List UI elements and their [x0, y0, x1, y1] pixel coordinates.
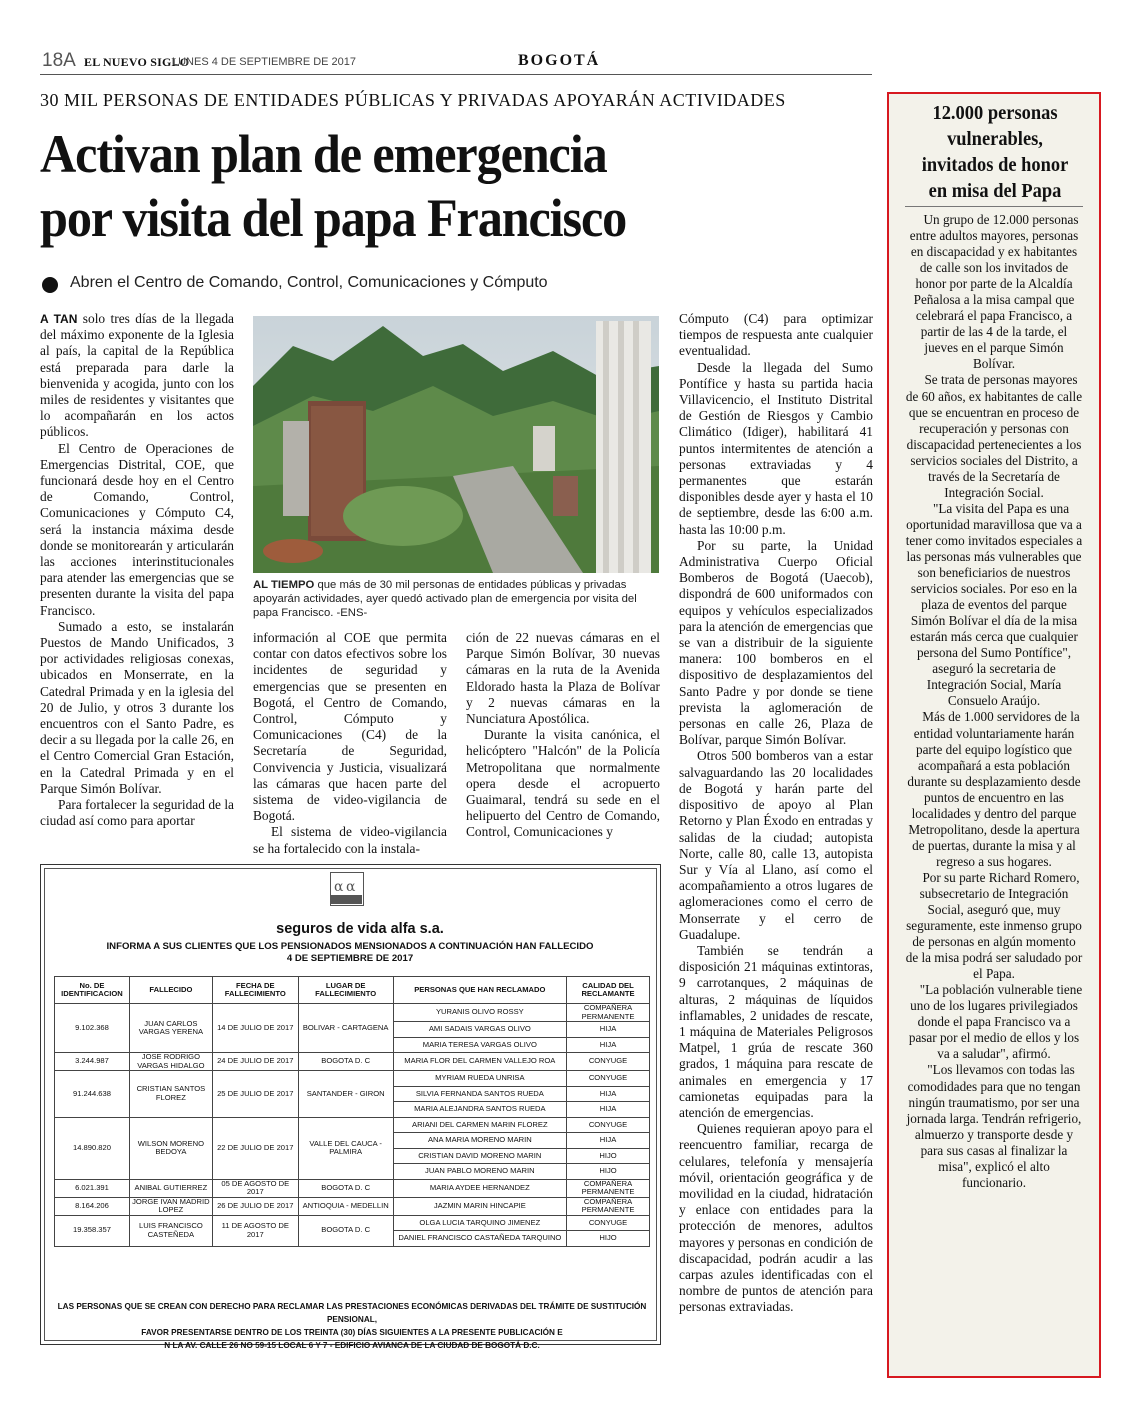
table-row	[55, 1215, 650, 1231]
svg-text:α: α	[334, 879, 344, 895]
table-header-row	[55, 977, 650, 1004]
article-column-3	[466, 630, 660, 841]
article-paragraph: Para fortalecer la seguridad de la ciudad así como para aportar	[40, 797, 234, 829]
relationship-cell: HIJO	[567, 1164, 650, 1180]
table-header-cell: FALLECIDO	[129, 977, 212, 1004]
date-cell: 25 DE JULIO DE 2017	[212, 1071, 298, 1118]
id-cell: 6.021.391	[55, 1179, 130, 1197]
article-kicker: 30 MIL PERSONAS DE ENTIDADES PÚBLICAS Y PRIVADAS APOYARÁN ACTIVIDADES	[40, 90, 786, 110]
sidebar-divider	[905, 206, 1083, 207]
claimant-cell: AMI SADAIS VARGAS OLIVO	[393, 1022, 566, 1038]
relationship-cell: HIJA	[567, 1133, 650, 1149]
article-paragraph: información al COE que permita contar con datos efectivos sobre los incidentes de seguridad y emergencias que se presenten en Bogotá, el Centro de Comando, Control, Cómputo y Comunicaciones (C4) de la Secretaría de Seguridad, Convivencia y Justicia, visualizará las cámaras que hacen parte del sistema de video-vigilancia de Bogotá.	[253, 630, 447, 824]
ad-notice-line: INFORMA A SUS CLIENTES QUE LOS PENSIONADOS MENSIONADOS A CONTINUACIÓN HAN FALLECIDO	[106, 941, 594, 952]
relationship-cell: HIJA	[567, 1086, 650, 1102]
relationship-cell: CONYUGE	[567, 1053, 650, 1071]
table-row	[55, 1179, 650, 1197]
ad-notice-date: 4 DE SEPTIEMBRE DE 2017	[286, 953, 414, 964]
article-paragraph: También se tendrán a disposición 21 máquinas extintoras, 9 carrotanques, 2 máquinas de alturas, 2 máquinas de líquidos inflamables, 2 unidades de rescate, 1 máquina de Materiales Peligrosos Matpel, 1 grúa de rescate 360 grados, 1 máquina para rescate de animales en emergencia y 17 camionetas equipadas para la atención de emergencias.	[679, 942, 873, 1120]
id-cell: 91.244.638	[55, 1071, 130, 1118]
claimant-cell: MARIA TERESA VARGAS OLIVO	[393, 1037, 566, 1053]
relationship-cell: HIJA	[567, 1037, 650, 1053]
page-number: 18A	[42, 50, 76, 71]
sidebar-body	[905, 212, 1083, 1191]
place-cell: BOGOTA D. C	[298, 1053, 393, 1071]
relationship-cell: HIJO	[567, 1148, 650, 1164]
deceased-cell: JORGE IVAN MADRID LOPEZ	[129, 1197, 212, 1215]
article-paragraph: ción de 22 nuevas cámaras en el Parque Simón Bolívar, 30 nuevas cámaras en la ruta de la Avenida Eldorado hasta la Plaza de Bolívar y 2 nuevas cámaras en la Nunciatura Apostólica.	[466, 630, 660, 727]
article-paragraph: Durante la visita canónica, el helicóptero "Halcón" de la Policía Metropolitana que normalmente opera desde el acropuerto Guaimaral, tendrá su sede en el helipuerto del Centro de Comando, Control, Comunicaciones y	[466, 727, 660, 840]
article-paragraph: Quienes requieran apoyo para el reencuentro familiar, recarga de celulares, telefonía y mensajería móvil, orientación geográfica y de movilidad en la ciudad, hidratación y enlace con entidades para la protección de menores, adultos mayores y personas en condición de discapacidad, podrán acudir a las carpas azules identificadas con el nombre de puntos de atención para personas extraviadas.	[679, 1121, 873, 1315]
claimant-cell: ARIANI DEL CARMEN MARIN FLOREZ	[393, 1117, 566, 1133]
ad-company-name: seguros de vida alfa s.a.	[276, 921, 444, 937]
deceased-cell: JOSE RODRIGO VARGAS HIDALGO	[129, 1053, 212, 1071]
article-paragraph: Cómputo (C4) para optimizar tiempos de respuesta ante cualquier eventualidad.	[679, 311, 873, 359]
alfa-logo-icon	[330, 872, 364, 906]
relationship-cell: HIJO	[567, 1231, 650, 1247]
deceased-pensioners-table	[54, 976, 650, 1247]
claimant-cell: YURANIS OLIVO ROSSY	[393, 1004, 566, 1022]
table-row	[55, 1071, 650, 1087]
photo-caption: AL TIEMPO que más de 30 mil personas de entidades públicas y privadas apoyarán actividades, ayer quedó activado plan de emergencia por visita del papa Francisco. -ENS-	[253, 579, 637, 619]
relationship-cell: CONYUGE	[567, 1215, 650, 1231]
sidebar-paragraph: Se trata de personas mayores de 60 años, ex habitantes de calle que se encuentran en proceso de recuperación y personas con discapacidad pertenecientes a los servicios sociales del Distrito, a través de la Secretaría de Integración Social.	[905, 372, 1083, 500]
headline-line-1: Activan plan de emergencia	[40, 124, 607, 184]
claimant-cell: JUAN PABLO MORENO MARIN	[393, 1164, 566, 1180]
svg-text:α: α	[346, 879, 356, 895]
table-row	[55, 1053, 650, 1071]
table-row	[55, 1117, 650, 1133]
claimant-cell: MARIA AYDEE HERNANDEZ	[393, 1179, 566, 1197]
id-cell: 8.164.206	[55, 1197, 130, 1215]
sidebar-paragraph: "Los llevamos con todas las comodidades para que no tengan ningún traumatismo, por ser una jornada larga. Tendrán refrigerio, almuerzo y transporte desde y para sus casas al finalizar la misa", explicó el alto funcionario.	[906, 1062, 1082, 1190]
section-name: BOGOTÁ	[518, 52, 601, 69]
headline-line-2: por visita del papa Francisco	[40, 188, 627, 248]
article-paragraph: El sistema de video-vigilancia se ha fortalecido con la instala-	[253, 824, 447, 856]
table-body	[55, 1004, 650, 1247]
claimant-cell: MYRIAM RUEDA UNRISA	[393, 1071, 566, 1087]
article-subhead: Abren el Centro de Comando, Control, Comunicaciones y Cómputo	[70, 274, 548, 291]
article-column-1	[40, 311, 234, 830]
place-cell: VALLE DEL CAUCA - PALMIRA	[298, 1117, 393, 1179]
date-cell: 24 DE JULIO DE 2017	[212, 1053, 298, 1071]
claimant-cell: ANA MARIA MORENO MARIN	[393, 1133, 566, 1149]
ad-footer-notice	[52, 1300, 652, 1352]
date-cell: 22 DE JULIO DE 2017	[212, 1117, 298, 1179]
lead-in: A TAN	[40, 312, 78, 326]
article-paragraph: Otros 500 bomberos van a estar salvaguardando las 20 localidades de Bogotá y harán parte del dispositivo de apoyo al Plan Retorno y Plan Éxodo en entradas y salidas de la ciudad; autopista Norte, calle 80, calle 13, autopista Sur y Vía al Llano, así como el acompañamiento a otros lugares de aglomeraciones como el cerro de Monserrate y el cerro de Guadalupe.	[679, 748, 873, 942]
claimant-cell: MARIA ALEJANDRA SANTOS RUEDA	[393, 1102, 566, 1118]
deceased-cell: WILSON MORENO BEDOYA	[129, 1117, 212, 1179]
sidebar-paragraph: "La población vulnerable tiene uno de los lugares privilegiados donde el papa Francisco va a pasar por el medio de ellos y los va a saludar", afirmó.	[908, 982, 1083, 1062]
deceased-cell: LUIS FRANCISCO CASTEÑEDA	[129, 1215, 212, 1246]
table-header-cell: CALIDAD DEL RECLAMANTE	[567, 977, 650, 1004]
claimant-cell: DANIEL FRANCISCO CASTAÑEDA TARQUINO	[393, 1231, 566, 1247]
date-cell: 11 DE AGOSTO DE 2017	[212, 1215, 298, 1246]
id-cell: 14.890.820	[55, 1117, 130, 1179]
relationship-cell: HIJA	[567, 1022, 650, 1038]
relationship-cell: COMPAÑERA PERMANENTE	[567, 1004, 650, 1022]
article-paragraph: Por su parte, la Unidad Administrativa Cuerpo Oficial Bomberos de Bogotá (Uaecob), dispondrá de 600 uniformados con equipos y vehículos especializados para la atención de emergencias que se van a distribuir de la siguiente manera: 100 bomberos en el dispositivo de desplazamientos del Santo Padre y por donde se tiene prevista la aglomeración de personas en calle 26, Plaza de Bolívar, parque Simón Bolívar.	[679, 537, 873, 748]
relationship-cell: CONYUGE	[567, 1117, 650, 1133]
header-divider	[40, 74, 872, 75]
relationship-cell: COMPAÑERA PERMANENTE	[567, 1179, 650, 1197]
table-header-cell: FECHA DE FALLECIMIENTO	[212, 977, 298, 1004]
relationship-cell: COMPAÑERA PERMANENTE	[567, 1197, 650, 1215]
table-header-cell: LUGAR DE FALLECIMIENTO	[298, 977, 393, 1004]
deceased-cell: JUAN CARLOS VARGAS YERENA	[129, 1004, 212, 1053]
article-column-4	[679, 311, 873, 1316]
claimant-cell: MARIA FLOR DEL CARMEN VALLEJO ROA	[393, 1053, 566, 1071]
sidebar-paragraph: Un grupo de 12.000 personas entre adultos mayores, personas en discapacidad y ex habitantes de calle son los invitados de honor por parte de la Alcaldía Peñalosa a la misa campal que celebrará el papa Francisco, a partir de las 4 de la tarde, el jueves en el parque Simón Bolívar.	[909, 212, 1079, 372]
article-paragraph: Desde la llegada del Sumo Pontífice y hasta su partida hacia Villavicencio, el Instituto Distrital de Gestión de Riesgos y Cambio Climático (Idiger), habilitará 41 puntos intermitentes de atención a personas extraviadas y 4 permanentes que estarán disponibles desde ayer y hasta el 10 de septiembre, desde las 6:00 a.m. hasta las 10:00 p.m.	[679, 359, 873, 537]
ad-footer-line: LAS PERSONAS QUE SE CREAN CON DERECHO PARA RECLAMAR LAS PRESTACIONES ECONÓMICAS DERIVADAS DEL TRÁMITE DE SUSTITUCIÓN PENSIONAL,	[57, 1302, 647, 1324]
date-cell: 05 DE AGOSTO DE 2017	[212, 1179, 298, 1197]
deceased-cell: ANIBAL GUTIERREZ	[129, 1179, 212, 1197]
id-cell: 9.102.368	[55, 1004, 130, 1053]
relationship-cell: HIJA	[567, 1102, 650, 1118]
article-paragraph: Sumado a esto, se instalarán Puestos de Mando Unificados, 3 por actividades religiosas conexas, ubicados en Monserrate, en la Catedral Primada y en la iglesia del 20 de Julio, y otros 3 durante los encuentros con el Santo Padre, es decir a su llegada por la calle 26, en el Centro Comercial Gran Estación, en la Catedral Primada y en el Parque Simón Bolívar.	[40, 618, 234, 796]
ad-footer-line: FAVOR PRESENTARSE DENTRO DE LOS TREINTA (30) DÍAS SIGUIENTES A LA PRESENTE PUBLICACIÓN E	[141, 1328, 563, 1337]
place-cell: BOGOTA D. C	[298, 1215, 393, 1246]
sidebar-title: 12.000 personas vulnerables, invitados de honor en misa del Papa	[921, 102, 1069, 202]
article-paragraph: El Centro de Operaciones de Emergencias Distrital, COE, que funcionará desde hoy en el Centro de Comando, Control, Comunicaciones y Cómputo C4, será la instancia máxima desde donde se monitorearán y articularán las acciones interinstitucionales para atender las emergencias que se presenten durante la visita del papa Francisco.	[40, 440, 234, 618]
bullet-icon	[42, 277, 58, 293]
sidebar-paragraph: Más de 1.000 servidores de la entidad voluntariamente harán parte del equipo logístico que acompañará a esta población durante su desplazamiento desde puntos de encuentro en las localidades y dentro del parque Metropolitano, desde la apertura de puertas, durante la misa y al regreso a sus hogares.	[907, 709, 1081, 869]
article-headline	[40, 122, 747, 250]
ad-footer-line: N LA AV. CALLE 26 NO 59-15 LOCAL 6 Y 7 - EDIFICIO AVIANCA DE LA CIUDAD DE BOGOTÁ D.C.	[164, 1341, 540, 1350]
sidebar-paragraph: "La visita del Papa es una oportunidad maravillosa que va a tener como invitados especiales a las personas más vulnerables que son beneficiarios de nuestros servicios sociales. Por eso en la plaza de eventos del parque Simón Bolívar el día de la misa estarán más cerca que cualquier persona del Sumo Pontífice", aseguró la secretaria de Integración Social, María Consuelo Araújo.	[905, 500, 1083, 709]
place-cell: BOGOTA D. C	[298, 1179, 393, 1197]
issue-date: LUNES 4 DE SEPTIEMBRE DE 2017	[172, 56, 357, 68]
city-skyline-photo	[253, 316, 659, 573]
article-paragraph: A TAN solo tres días de la llegada del máximo exponente de la Iglesia al país, la capital de la República está preparada para darle la bienvenida y acogida, junto con los miles de residentes y visitantes que lo acompañarán en los actos públicos.	[40, 311, 235, 440]
deceased-cell: CRISTIAN SANTOS FLOREZ	[129, 1071, 212, 1118]
relationship-cell: CONYUGE	[567, 1071, 650, 1087]
claimant-cell: CRISTIAN DAVID MORENO MARIN	[393, 1148, 566, 1164]
id-cell: 19.358.357	[55, 1215, 130, 1246]
claimant-cell: SILVIA FERNANDA SANTOS RUEDA	[393, 1086, 566, 1102]
place-cell: ANTIOQUIA - MEDELLIN	[298, 1197, 393, 1215]
place-cell: BOLIVAR - CARTAGENA	[298, 1004, 393, 1053]
date-cell: 14 DE JULIO DE 2017	[212, 1004, 298, 1053]
table-header-cell: No. DE IDENTIFICACION	[55, 977, 130, 1004]
table-row	[55, 1004, 650, 1022]
table-header-cell: PERSONAS QUE HAN RECLAMADO	[393, 977, 566, 1004]
date-cell: 26 DE JULIO DE 2017	[212, 1197, 298, 1215]
claimant-cell: JAZMIN MARIN HINCAPIE	[393, 1197, 566, 1215]
table-row	[55, 1197, 650, 1215]
article-column-2	[253, 630, 447, 857]
place-cell: SANTANDER - GIRON	[298, 1071, 393, 1118]
id-cell: 3.244.987	[55, 1053, 130, 1071]
claimant-cell: OLGA LUCIA TARQUINO JIMENEZ	[393, 1215, 566, 1231]
sidebar-paragraph: Por su parte Richard Romero, subsecretario de Integración Social, aseguró que, muy seguramente, este inmenso grupo de personas en algún momento de la misa podrá ser saludado por el Papa.	[905, 869, 1083, 982]
newspaper-name: EL NUEVO SIGLO	[84, 55, 190, 69]
caption-lead-in: AL TIEMPO	[253, 579, 315, 591]
ad-notice	[60, 941, 640, 965]
